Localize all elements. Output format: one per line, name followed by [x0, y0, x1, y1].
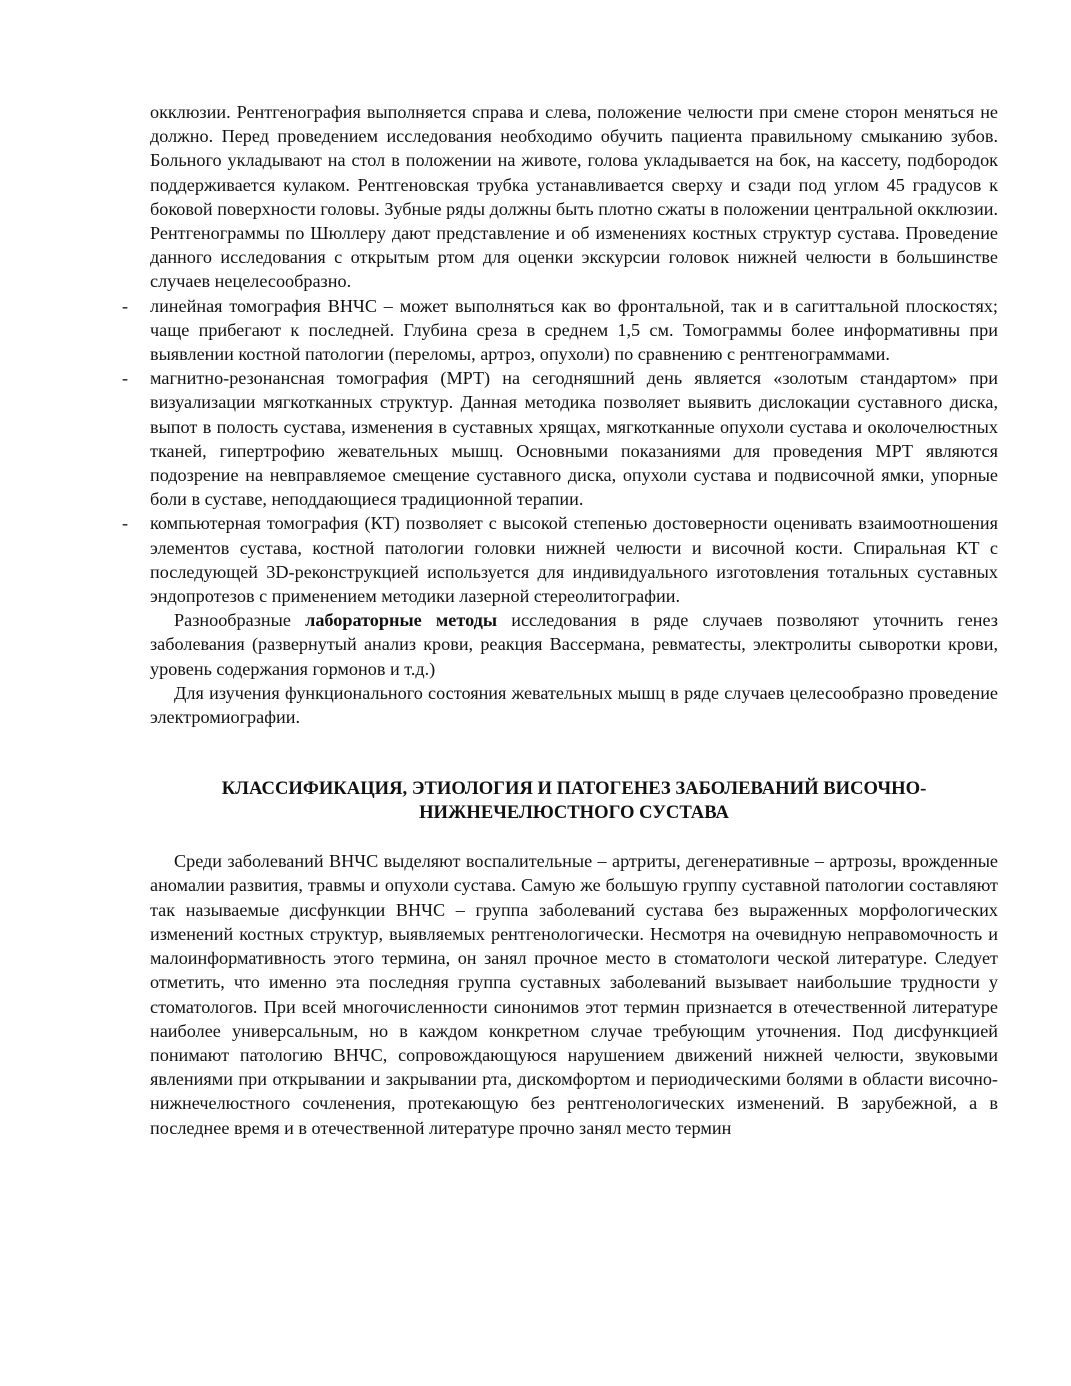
lab-methods-paragraph — [150, 608, 998, 681]
section-heading-line-2: НИЖНЕЧЕЛЮСТНОГО СУСТАВА — [419, 802, 729, 824]
list-dash: - — [122, 368, 129, 389]
lab-paragraph-start: Разнообразные — [174, 610, 306, 631]
list-item-text: магнитно-резонансная томография (МРТ) на сегодняшний день является «золотым стандартом» при визуализации мягкотканных структур. Данная методика позволяет выявить дислокации суставного диска, выпот в полость сустава, изменения в суставных хрящах, мягкотканные опухоли сустава и околочелюстных тканей, гипертрофию жевательных мышц. Основными показаниями для проведения МРТ являются подозрение на невправляемое смещение суставного диска, опухоли сустава и подвисочной ямки, упорные боли в суставе, неподдающиеся традиционной терапии. — [150, 368, 998, 510]
list-item-text: линейная томография ВНЧС – может выполняться как во фронтальной, так и в сагиттальной плоскостях; чаще прибегают к последней. Глубина среза в среднем 1,5 см. Томограммы более информативны при выявлении костной патологии (переломы, артроз, опухоли) по сравнению с рентгенограммами. — [150, 295, 998, 365]
section-heading-line-1: КЛАССИФИКАЦИЯ, ЭТИОЛОГИЯ И ПАТОГЕНЕЗ ЗАБОЛЕВАНИЙ ВИСОЧНО- — [221, 778, 927, 800]
list-item-text: компьютерная томография (КТ) позволяет с высокой степенью достоверности оценивать взаимоотношения элементов сустава, костной патологии головки нижней челюсти и височной кости. Спиральная КТ с последующей 3D-реконструкцией используется для индивидуального изготовления тотальных суставных эндопротезов с применением методики лазерной стереолитографии. — [150, 513, 998, 607]
section-paragraph: Среди заболеваний ВНЧС выделяют воспалительные – артриты, дегенеративные – артрозы, врожденные аномалии развития, травмы и опухоли сустава. Самую же большую группу суставной патологии составляют так называемые дисфункции ВНЧС – группа заболеваний сустава без выраженных морфологических изменений костных структур, выявляемых рентгенологически. Несмотря на очевидную неправомочность и малоинформативность этого термина, он занял прочное место в стоматологи ческой литературе. Следует отметить, что именно эта последняя группа суставных заболеваний вызывает наибольшие трудности у стоматологов. При всей многочисленности синонимов этот термин признается в отечественной литературе наиболее универсальным, но в каждом конкретном случае требующим уточнения. Под дисфункцией понимают патологию ВНЧС, сопровождающуюся нарушением движений нижней челюсти, звуковыми явлениями при открывании и закрывании рта, дискомфортом и периодическими болями в области височно-нижнечелюстного сочленения, протекающую без рентгенологических изменений. В зарубежной, а в последнее время и в отечественной литературе прочно занял место термин — [150, 851, 998, 1138]
list-dash: - — [122, 295, 129, 316]
list-item-mri — [122, 366, 998, 511]
intro-paragraph: окклюзии. Рентгенография выполняется справа и слева, положение челюсти при смене сторон меняться не должно. Перед проведением исследования необходимо обучить пациента правильному смыканию зубов. Больного укладывают на стол в положении на животе, голова укладывается на бок, на кассету, подбородок поддерживается кулаком. Рентгеновская трубка устанавливается сверху и сзади под углом 45 градусов к боковой поверхности головы. Зубные ряды должны быть плотно сжаты в положении центральной окклюзии. Рентгенограммы по Шюллеру дают представление и об изменениях костных структур сустава. Проведение данного исследования с открытым ртом для оценки экскурсии головок нижней челюсти в большинстве случаев нецелесообразно. — [150, 102, 998, 292]
imaging-methods-list — [122, 294, 998, 609]
list-item-ct — [122, 511, 998, 608]
list-item-linear-tomography — [122, 294, 998, 367]
lab-paragraph-end: исследования в ряде случаев позволяют уточнить генез заболевания (развернутый анализ крови, реакция Вассермана, ревматесты, электролиты сыворотки крови, уровень содержания гормонов и т.д.) — [150, 610, 998, 679]
emg-paragraph: Для изучения функционального состояния жевательных мышц в ряде случаев целесообразно проведение электромиографии. — [150, 682, 998, 728]
list-dash: - — [122, 513, 129, 534]
page-content — [122, 100, 998, 1140]
section-heading — [150, 777, 998, 825]
lab-methods-bold-term: лабораторные методы — [305, 610, 498, 631]
